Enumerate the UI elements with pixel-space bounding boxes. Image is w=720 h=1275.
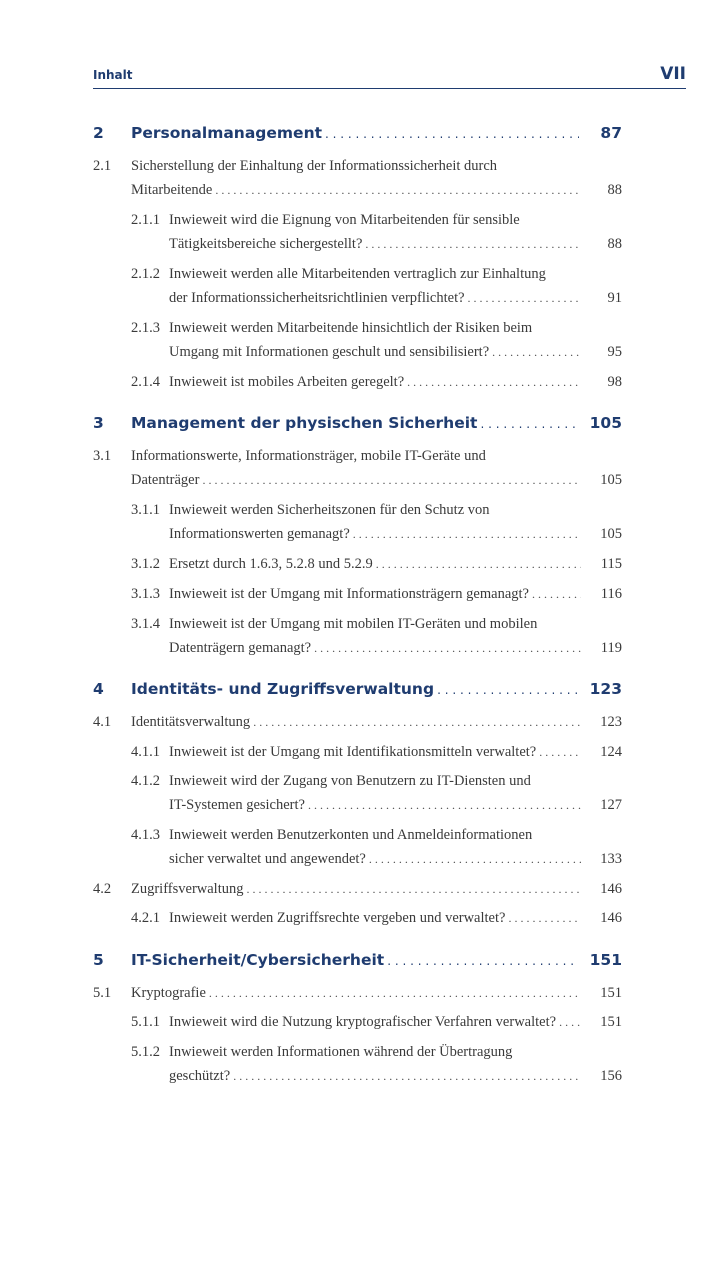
- toc-entry-title-line: Inwieweit ist der Umgang mit Informationsträgern gemanagt?: [169, 586, 529, 602]
- toc-entry-number: 4.1: [93, 714, 112, 730]
- toc-entry-number: 2: [93, 124, 104, 142]
- toc-entry-number: 4.2.1: [131, 910, 160, 926]
- toc-entry-title-line: Inwieweit werden alle Mitarbeitenden vertraglich zur Einhaltung: [169, 266, 546, 282]
- toc-entry-title: [131, 414, 581, 432]
- toc-entry-page-number: 151: [600, 1014, 622, 1030]
- toc-entry-title-line: Inwieweit wird die Nutzung kryptografischer Verfahren verwaltet?: [169, 1014, 557, 1030]
- toc-entry-number: 4.2: [93, 881, 112, 897]
- toc-entry-number: 3.1: [93, 448, 112, 464]
- dot-leader: [253, 710, 581, 734]
- toc-entry-title: [131, 680, 581, 698]
- dot-leader: [202, 468, 581, 492]
- toc-entry-title: [131, 444, 583, 492]
- toc-entry-title: [169, 262, 583, 310]
- toc-entry-title: [169, 316, 583, 364]
- dot-leader: [325, 127, 579, 141]
- toc-entry-title: [169, 498, 583, 546]
- toc-entry-title-line: Inwieweit werden Sicherheitszonen für den Schutz von: [169, 502, 490, 518]
- toc-entry-number: 3: [93, 414, 104, 432]
- toc-entry-page-number: 127: [600, 797, 622, 813]
- toc-entry-number: 3.1.1: [131, 502, 160, 518]
- toc-entry-number: 5: [93, 951, 104, 969]
- toc-entry-number: 2.1.2: [131, 266, 160, 282]
- toc-entry-title-line: Inwieweit werden Mitarbeitende hinsichtlich der Risiken beim: [169, 320, 533, 336]
- toc-entry-number: 5.1: [93, 985, 112, 1001]
- toc-entry-page-number: 146: [600, 910, 622, 926]
- dot-leader: [353, 522, 581, 546]
- dot-leader: [508, 906, 581, 930]
- dot-leader: [308, 793, 581, 817]
- toc-entry-page-number: 124: [600, 744, 622, 760]
- dot-leader: [365, 232, 581, 256]
- dot-leader: [468, 286, 581, 310]
- toc-entry-title-line: Tätigkeitsbereiche sichergestellt?: [169, 236, 363, 252]
- toc-entry-title-line: der Informationssicherheitsrichtlinien verpflichtet?: [169, 290, 465, 306]
- dot-leader: [246, 877, 581, 901]
- toc-entry-page-number: 98: [607, 374, 622, 390]
- toc-entry-page-number: 151: [600, 985, 622, 1001]
- page-number-roman: VII: [660, 64, 686, 84]
- toc-entry-title-line: IT-Sicherheit/Cybersicherheit: [131, 951, 385, 969]
- toc-entry-title-line: Informationswerten gemanagt?: [169, 526, 350, 542]
- dot-leader: [407, 370, 581, 394]
- dot-leader: [314, 636, 581, 660]
- toc-entry-title-line: Mitarbeitende: [131, 182, 213, 198]
- toc-entry-title-line: Inwieweit werden Benutzerkonten und Anmeldeinformationen: [169, 827, 533, 843]
- toc-entry-title-line: Inwieweit ist der Umgang mit Identifikationsmitteln verwaltet?: [169, 744, 537, 760]
- toc-entry-page-number: 87: [600, 124, 622, 142]
- toc-entry-number: 2.1.3: [131, 320, 160, 336]
- toc-entry-page-number: 123: [589, 680, 622, 698]
- toc-entry-title: [169, 740, 583, 764]
- toc-entry-page-number: 115: [600, 556, 622, 572]
- toc-entry-title: [131, 154, 583, 202]
- dot-leader: [492, 340, 581, 364]
- toc-entry-title: [131, 981, 583, 1005]
- toc-entry-title-line: Inwieweit werden Zugriffsrechte vergeben und verwaltet?: [169, 910, 506, 926]
- toc-entry-number: 2.1.4: [131, 374, 160, 390]
- toc-entry-number: 4.1.2: [131, 773, 160, 789]
- toc-entry-page-number: 146: [600, 881, 622, 897]
- toc-entry-title-line: Inwieweit werden Informationen während der Übertragung: [169, 1044, 513, 1060]
- toc-entry-number: 3.1.4: [131, 616, 160, 632]
- toc-entry-page-number: 133: [600, 851, 622, 867]
- toc-entry-title: [169, 823, 583, 871]
- toc-entry-title-line: Management der physischen Sicherheit: [131, 414, 478, 432]
- toc-entry-title: [131, 877, 583, 901]
- dot-leader: [387, 954, 579, 968]
- toc-entry-title: [169, 582, 583, 606]
- toc-entry-page-number: 91: [607, 290, 622, 306]
- dot-leader: [480, 417, 579, 431]
- toc-entry-title-line: Personalmanagement: [131, 124, 323, 142]
- toc-entry-title: [169, 612, 583, 660]
- toc-entry-page-number: 95: [607, 344, 622, 360]
- toc-entry-number: 2.1.1: [131, 212, 160, 228]
- toc-entry-number: 3.1.2: [131, 556, 160, 572]
- dot-leader: [233, 1064, 581, 1088]
- toc-entry-title-line: geschützt?: [169, 1068, 231, 1084]
- dot-leader: [209, 981, 581, 1005]
- dot-leader: [215, 178, 581, 202]
- toc-entry-page-number: 151: [589, 951, 622, 969]
- toc-entry-title-line: Kryptografie: [131, 985, 206, 1001]
- toc-entry-title-line: Inwieweit wird der Zugang von Benutzern zu IT-Diensten und: [169, 773, 531, 789]
- toc-entry-title: [169, 552, 583, 576]
- dot-leader: [369, 847, 581, 871]
- toc-entry-page-number: 156: [600, 1068, 622, 1084]
- toc-entry-page-number: 88: [607, 182, 622, 198]
- toc-entry-number: 4: [93, 680, 104, 698]
- toc-entry-title: [169, 1040, 583, 1088]
- toc-entry-page-number: 105: [600, 526, 622, 542]
- toc-entry-number: 5.1.2: [131, 1044, 160, 1060]
- toc-entry-title-line: Datenträgern gemanagt?: [169, 640, 312, 656]
- toc-entry-number: 4.1.1: [131, 744, 160, 760]
- toc-entry-title: [169, 1010, 583, 1034]
- toc-entry-title: [131, 951, 581, 969]
- toc-entry-title-line: Ersetzt durch 1.6.3, 5.2.8 und 5.2.9: [169, 556, 373, 572]
- toc-entry-title-line: IT-Systemen gesichert?: [169, 797, 305, 813]
- toc-entry-number: 5.1.1: [131, 1014, 160, 1030]
- toc-entry-title-line: Inwieweit ist der Umgang mit mobilen IT-Geräten und mobilen: [169, 616, 538, 632]
- toc-entry-title: [169, 208, 583, 256]
- toc-entry-title-line: Inwieweit wird die Eignung von Mitarbeitenden für sensible: [169, 212, 520, 228]
- running-header-title: Inhalt: [93, 68, 133, 82]
- toc-entry-title-line: Identitäts- und Zugriffsverwaltung: [131, 680, 435, 698]
- dot-leader: [559, 1010, 581, 1034]
- dot-leader: [539, 740, 581, 764]
- toc-entry-title: [131, 124, 581, 142]
- toc-entry-page-number: 123: [600, 714, 622, 730]
- toc-entry-title-line: Identitätsverwaltung: [131, 714, 251, 730]
- toc-entry-title-line: Datenträger: [131, 472, 200, 488]
- toc-entry-page-number: 105: [600, 472, 622, 488]
- dot-leader: [376, 552, 581, 576]
- toc-entry-number: 3.1.3: [131, 586, 160, 602]
- toc-entry-title: [169, 769, 583, 817]
- toc-entry-title-line: Sicherstellung der Einhaltung der Informationssicherheit durch: [131, 158, 498, 174]
- toc-entry-number: 2.1: [93, 158, 112, 174]
- toc-entry-page-number: 88: [607, 236, 622, 252]
- dot-leader: [437, 683, 579, 697]
- toc-entry-title-line: Informationswerte, Informationsträger, mobile IT-Geräte und: [131, 448, 486, 464]
- toc-entry-title-line: sicher verwaltet und angewendet?: [169, 851, 366, 867]
- toc-entry-page-number: 116: [600, 586, 622, 602]
- toc-entry-page-number: 119: [600, 640, 622, 656]
- toc-entry-number: 4.1.3: [131, 827, 160, 843]
- toc-entry-page-number: 105: [589, 414, 622, 432]
- dot-leader: [532, 582, 581, 606]
- toc-entry-title: [169, 370, 583, 394]
- toc-entry-title-line: Zugriffsverwaltung: [131, 881, 244, 897]
- toc-entry-title-line: Inwieweit ist mobiles Arbeiten geregelt?: [169, 374, 405, 390]
- toc-entry-title-line: Umgang mit Informationen geschult und sensibilisiert?: [169, 344, 490, 360]
- toc-entry-title: [169, 906, 583, 930]
- toc-entry-title: [131, 710, 583, 734]
